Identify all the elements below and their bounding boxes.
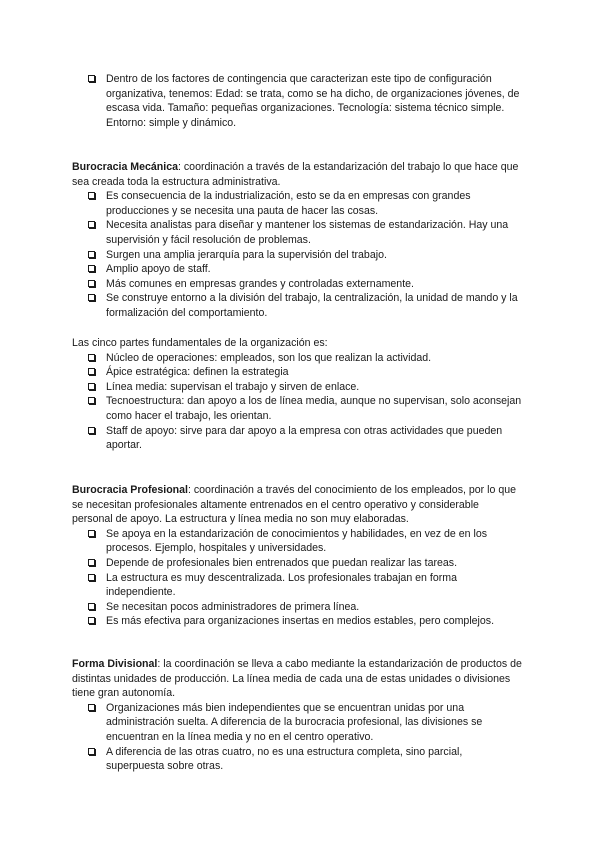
list-item [88,248,522,263]
checkbox-bullet-icon [88,530,95,537]
list-item [88,424,522,453]
list-item-text: Línea media: supervisan el trabajo y sirven de enlace. [106,380,360,393]
mecanica-section [72,160,522,321]
profesional-section [72,483,522,629]
list-item-text: Ápice estratégica: definen la estrategia [106,366,289,379]
divisional-section [72,657,522,774]
list-item-text: La estructura es muy descentralizada. Los profesionales trabajan en forma independiente. [106,571,457,599]
list-item [88,600,522,615]
checkbox-bullet-icon [88,427,95,434]
partes-paragraph: Las cinco partes fundamentales de la organización es: [72,337,328,349]
checkbox-bullet-icon [88,75,95,82]
divisional-text: : la coordinación se lleva a cabo mediante la estandarización de productos de distintas unidades de producción. La línea media de cada una de estas unidades o divisiones tiene gran autonomía. [72,658,522,700]
list-item-text: Núcleo de operaciones: empleados, son los que realizan la actividad. [106,351,432,364]
mecanica-list [72,189,522,320]
mecanica-paragraph [72,160,522,189]
intro-section [72,72,522,130]
list-item-text: Se construye entorno a la división del trabajo, la centralización, la unidad de mando y la formalización del comportamiento. [106,292,518,319]
list-item-text: Se apoya en la estandarización de conocimientos y habilidades, en vez de en los procesos. Ejemplo, hospitales y universidades. [106,527,488,555]
list-item-text: A diferencia de las otras cuatro, no es una estructura completa, sino parcial, superpuesta sobre otras. [106,745,463,773]
list-item-text: Dentro de los factores de contingencia que caracterizan este tipo de configuración organizativa, tenemos: Edad: se trata, como se ha dicho, de organizaciones jóvenes, de escasa vida. Tamaño: pequeñas organizaciones. Tecnología: sistema técnico simple. Entorno: simple y dinámico. [106,73,520,129]
mecanica-title: Burocracia Mecánica [72,161,178,173]
list-item [88,277,522,292]
list-item-text: Se necesitan pocos administradores de primera línea. [106,600,360,613]
checkbox-bullet-icon [88,704,95,711]
list-item [88,614,522,629]
checkbox-bullet-icon [88,748,95,755]
list-item [88,394,522,423]
checkbox-bullet-icon [88,368,95,375]
checkbox-bullet-icon [88,559,95,566]
checkbox-bullet-icon [88,354,95,361]
checkbox-bullet-icon [88,265,95,272]
intro-list [72,72,522,130]
checkbox-bullet-icon [88,221,95,228]
list-item [88,556,522,571]
checkbox-bullet-icon [88,397,95,404]
profesional-text: : coordinación a través del conocimiento de los empleados, por lo que se necesitan profesionales altamente entrenados en el centro operativo y considerable personal de apoyo. La estructura y línea media no son muy elaboradas. [72,484,516,526]
list-item-text: Es más efectiva para organizaciones insertas en medios estables, pero complejos. [106,615,495,628]
list-item [88,262,522,277]
checkbox-bullet-icon [88,294,95,301]
checkbox-bullet-icon [88,574,95,581]
divisional-title: Forma Divisional [72,658,158,670]
list-item-text: Tecnoestructura: dan apoyo a los de línea media, aunque no supervisan, solo aconsejan como hacer el trabajo, les orientan. [106,395,522,422]
mecanica-text: : coordinación a través de la estandarización del trabajo lo que hace que sea creada toda la estructura administrativa. [72,161,519,188]
profesional-paragraph [72,483,522,527]
list-item [88,527,522,556]
list-item [88,291,522,320]
divisional-list [72,701,522,774]
list-item [88,701,522,745]
profesional-list [72,527,522,629]
list-item [88,189,522,218]
list-item-text: Es consecuencia de la industrialización, esto se da en empresas con grandes producciones y se necesita una pauta de hacer las cosas. [106,190,471,217]
list-item [88,351,522,366]
list-item [88,218,522,247]
checkbox-bullet-icon [88,280,95,287]
list-item [88,365,522,380]
list-item [88,72,522,130]
list-item-text: Staff de apoyo: sirve para dar apoyo a la empresa con otras actividades que pueden aportar. [106,424,503,452]
list-item-text: Más comunes en empresas grandes y controladas externamente. [106,277,414,290]
list-item [88,380,522,395]
partes-list [72,351,522,453]
divisional-paragraph [72,657,522,701]
list-item-text: Depende de profesionales bien entrenados que puedan realizar las tareas. [106,556,458,569]
checkbox-bullet-icon [88,383,95,390]
profesional-title: Burocracia Profesional [72,484,188,496]
partes-section [72,336,522,453]
checkbox-bullet-icon [88,192,95,199]
checkbox-bullet-icon [88,251,95,258]
list-item [88,745,522,774]
list-item-text: Amplio apoyo de staff. [106,263,211,276]
list-item [88,571,522,600]
list-item-text: Necesita analistas para diseñar y mantener los sistemas de estandarización. Hay una supervisión y fácil resolución de problemas. [106,219,509,246]
checkbox-bullet-icon [88,617,95,624]
checkbox-bullet-icon [88,603,95,610]
list-item-text: Surgen una amplia jerarquía para la supervisión del trabajo. [106,248,387,261]
list-item-text: Organizaciones más bien independientes que se encuentran unidas por una administración suelta. A diferencia de la burocracia profesional, las divisiones se encuentran en la línea media y no en el centro operativo. [106,701,483,743]
